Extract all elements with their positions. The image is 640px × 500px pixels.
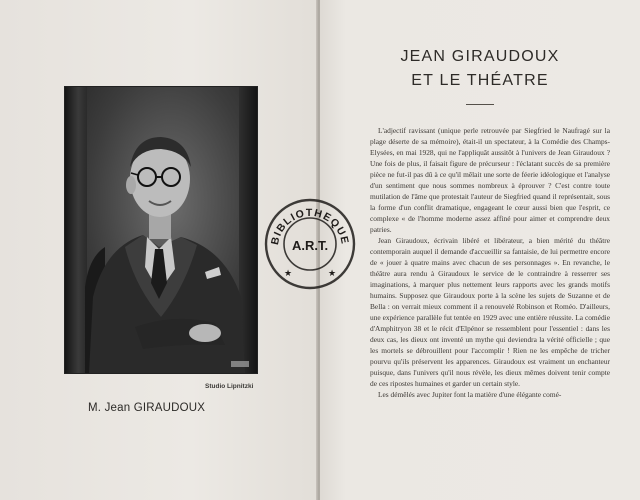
- portrait-photo: [64, 86, 258, 374]
- stamp-star-left: ★: [283, 268, 293, 278]
- article-title-line2: ET LE THÉATRE: [411, 72, 549, 89]
- library-stamp: [262, 196, 358, 292]
- article-body: [370, 125, 610, 400]
- stamp-star-right: ★: [327, 268, 337, 278]
- photo-credit: Studio Lipnitzki: [205, 383, 254, 390]
- title-rule: [466, 104, 494, 105]
- stamp-top-text: BIBLIOTHEQUE: [269, 206, 351, 246]
- article-title-line1: JEAN GIRAUDOUX: [400, 48, 560, 65]
- article-paragraph: L'adjectif ravissant (unique perle retrouvée par Siegfried le Naufragé sur la plage déserte de sa mémoire), était-il un spectateur, à la Comédie des Champs-Elysées, en mai 1928, qui ne l'appliquât aussitôt à l'univers de Jean Giraudoux ? Une fois de plus, il faisait figure de précurseur : l'éclatant succès de sa première pièce ne fut-il pas dû à ce qu'il mêlait une sorte de féerie idéologique et l'analyse d'un sentiment que nous sommes nombreux à éprouver ? C'est contre toute mutilation de l'âme que protestait l'auteur de Siegfried quand il représentait, sous la forme d'un conflit dramatique, engageant le cœur aussi bien que l'esprit, ce complexe « de l'homme moderne assez affiné pour aimer et comprendre deux patries.: [370, 126, 610, 234]
- portrait-caption: M. Jean GIRAUDOUX: [88, 402, 206, 414]
- article-paragraph: Les démêlés avec Jupiter font la matière d'une élégante comé-: [378, 390, 562, 399]
- stamp-center-text: A.R.T.: [291, 238, 329, 253]
- photo-studio-mark: [231, 361, 249, 367]
- article-paragraph: Jean Giraudoux, écrivain libéré et libérateur, a bien mérité du théâtre contemporain auquel il demande d'accueillir sa fantaisie, de lui permettre encore de « jouer à quatre mains avec chacun de ses personnages ». En revanche, le théâtre aura rendu à Giraudoux le service de le contraindre à resserrer ses imaginations, à marquer plus nettement leurs rapports avec les grands motifs humains. Supposez que Giraudoux porte à la scène les sujets de Suzanne et de Bella : on verrait mieux comment il a renouvelé Robinson et Roméo. D'ailleurs, une expérience parallèle fut tentée en 1929 avec une entière réussite. La comédie d'Amphitryon 38 et le récit d'Elpénor se ressemblent pour l'essentiel : dans les deux cas, les dieux ont inventé un mythe qui deviendra la vérité officielle ; que les mortels se débrouillent pour l'accomplir ! Rien ne les empêche de tricher pourvu qu'ils préservent les apparences. Giraudoux est vraiment un enchanteur puisque, dans l'univers qu'il nous révèle, les dieux mêmes doivent tenir compte de ces ripostes humaines et garder un certain style.: [370, 236, 610, 388]
- portrait-figure: [65, 87, 257, 373]
